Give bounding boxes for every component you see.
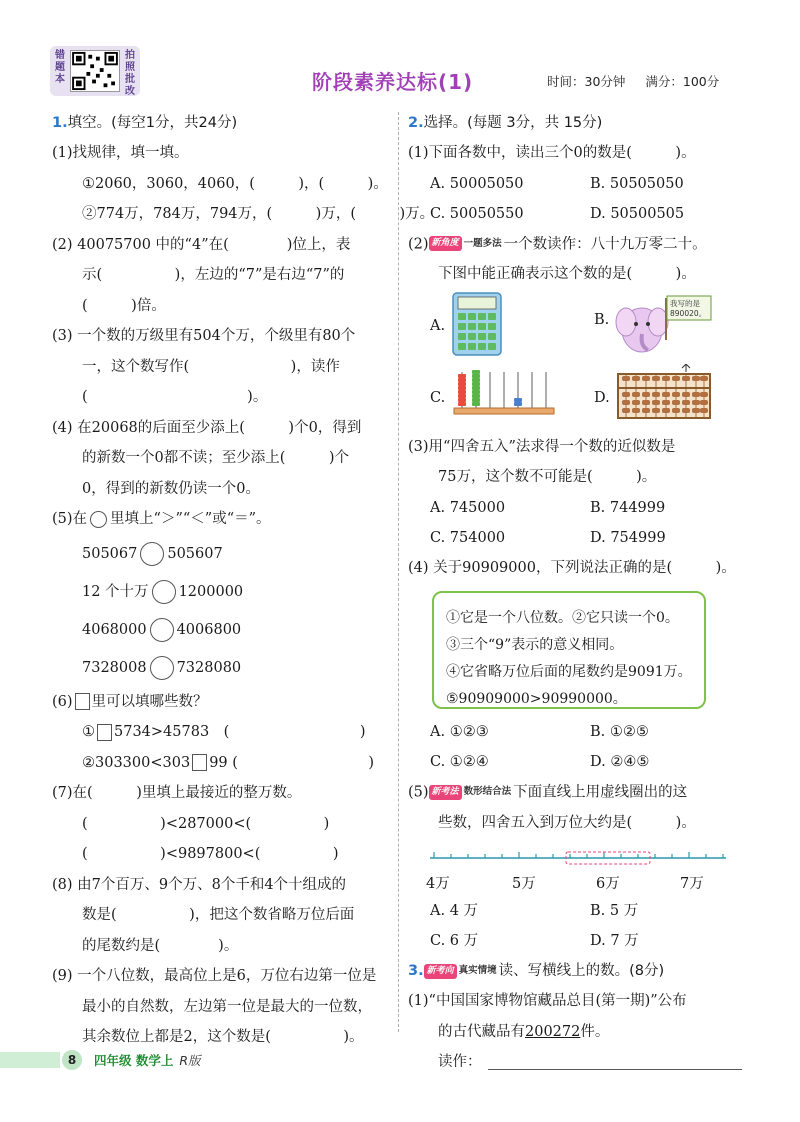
full-score: 满分：100分 <box>645 74 720 89</box>
number-line <box>408 838 748 902</box>
badge-subtitle: 一题多法 <box>463 237 502 249</box>
right-column <box>408 108 748 1078</box>
qr-code-panel[interactable] <box>50 46 140 96</box>
compare-circle[interactable] <box>150 618 174 642</box>
q6a-suffix: 5734>45783 ( ) <box>114 724 366 740</box>
q1-8a: (8) 由7个百万、9个万、8个千和4个十组成的 <box>52 876 347 893</box>
q1-9c: 其余数位上都是2，这个数是( )。 <box>82 1029 364 1045</box>
footer-grade: 四年级 数学上 <box>94 1053 174 1068</box>
qr-left-label: 错题本 <box>55 50 65 85</box>
image-option-c-label[interactable]: C. <box>430 389 446 406</box>
option-c[interactable]: C. 6 万 <box>430 933 479 949</box>
q1-1: (1)找规律，填一填。 <box>52 145 189 161</box>
counting-frame-icon[interactable] <box>452 368 556 418</box>
q1-6b <box>52 748 390 779</box>
q2-3-options-row <box>408 493 748 523</box>
image-option-b-label[interactable]: B. <box>594 311 610 328</box>
statement-box <box>432 591 706 709</box>
q2-1: (1)下面各数中，读出三个0的数是( )。 <box>408 145 696 161</box>
section-number: 1. <box>52 115 68 131</box>
q3-1b <box>408 1017 748 1048</box>
q6b-prefix: ②303300<303 <box>82 754 191 771</box>
q1-3b: 一，这个数写作( )，读作 <box>82 358 340 375</box>
q3-1b-prefix: 的古代藏品有 <box>438 1023 525 1040</box>
q2-4-options-row <box>408 747 748 777</box>
section-heading: 读、写横线上的数。(8分) <box>498 963 665 979</box>
q6a-prefix: ① <box>82 724 95 740</box>
q2-text: 一个数读作：八十九万零二十。 <box>503 235 707 252</box>
q1-2b: 示( )，左边的“7”是右边“7”的 <box>82 267 345 283</box>
section-2-title <box>408 108 748 138</box>
compare-right: 505607 <box>167 545 223 562</box>
q1-9b: 最小的自然数，左边第一位是最大的一位数， <box>82 998 372 1015</box>
q1-6 <box>52 687 390 718</box>
q3-1a: (1)“中国国家博物馆藏品总目(第一期)”公布 <box>408 993 687 1009</box>
q2-2-image-row-cd <box>408 362 748 432</box>
q1-8c: 的尾数约是( )。 <box>82 937 239 954</box>
new-angle-badge: 新角度 <box>429 236 462 251</box>
q1-2a: (2) 40075700 中的“4”在( )位上，表 <box>52 236 351 253</box>
q2-2b: 下图中能正确表示这个数的是( )。 <box>438 266 696 282</box>
fill-box[interactable] <box>192 754 207 771</box>
q2-4: (4) 关于90909000，下列说法正确的是( )。 <box>408 559 736 576</box>
option-d[interactable]: D. 754999 <box>590 529 666 546</box>
compare-left: 7328008 <box>82 659 147 676</box>
q2-3-options-row <box>408 523 748 553</box>
section-heading: 选择。(每题 3分，共 15分) <box>423 115 603 131</box>
q1-7b: ( )<9897800<( ) <box>82 846 339 862</box>
q1-4a: (4) 在20068的后面至少添上( )个0，得到 <box>52 419 362 436</box>
elephant-holding-sign-icon[interactable] <box>612 292 712 358</box>
underlined-number: 200272 <box>525 1023 581 1040</box>
q2-3b: 75万，这个数不可能是( )。 <box>438 469 657 485</box>
q1-1b: ②774万，784万，794万，( )万，( )万。 <box>82 206 435 222</box>
compare-right: 7328080 <box>176 659 242 676</box>
compare-right: 1200000 <box>178 583 244 600</box>
column-divider <box>398 112 399 1032</box>
q6-prefix: (6) <box>52 693 73 710</box>
q6b-suffix: 99 ( ) <box>209 754 375 771</box>
q1-9a: (9) 一个八位数，最高位上是6，万位右边第一位是 <box>52 968 377 984</box>
q2-2a <box>408 229 748 260</box>
section-number: 3. <box>408 963 424 979</box>
qr-code-icon <box>70 50 120 92</box>
compare-circle[interactable] <box>140 542 164 566</box>
section-number: 2. <box>408 115 424 131</box>
section-3-title <box>408 956 748 986</box>
compare-row <box>52 535 390 573</box>
new-direction-badge: 新考向 <box>424 964 457 979</box>
tick-label: 7万 <box>680 876 704 892</box>
compare-row <box>52 649 390 687</box>
compare-row <box>52 573 390 611</box>
q2-5b: 些数，四舍五入到万位大约是( )。 <box>438 814 696 831</box>
compare-left: 4068000 <box>82 621 147 638</box>
number-line-graphic <box>428 844 728 874</box>
option-c[interactable]: C. 754000 <box>430 529 506 546</box>
statement-line: ①它是一个八位数。②它只读一个0。 <box>446 610 679 626</box>
q1-6a <box>52 717 390 748</box>
sign-line-2: 890020。 <box>670 308 707 318</box>
statement-line: ③三个“9”表示的意义相同。 <box>446 637 624 653</box>
q6-suffix: 里可以填哪些数？ <box>91 693 208 710</box>
q2-prefix: (2) <box>408 235 429 252</box>
qr-right-label: 拍照批改 <box>125 50 135 97</box>
option-b[interactable]: B. ①②⑤ <box>590 724 649 740</box>
exam-meta <box>547 72 735 90</box>
page-title: 阶段素养达标(1) <box>312 70 474 94</box>
compare-circle-sample <box>90 511 107 528</box>
option-a[interactable]: A. 50005050 <box>430 175 524 192</box>
option-c[interactable]: C. ①②④ <box>430 754 489 770</box>
option-b[interactable]: B. 50505050 <box>590 175 684 192</box>
compare-circle[interactable] <box>150 656 174 680</box>
footer-brand <box>94 1051 201 1069</box>
option-d[interactable]: D. 50500505 <box>590 205 685 222</box>
section-1-title <box>52 108 390 138</box>
q1-4b: 的新数一个0都不读；至少添上( )个 <box>82 450 350 466</box>
footer-edition: R版 <box>179 1053 201 1068</box>
abacus-icon[interactable] <box>616 364 712 420</box>
compare-right: 4006800 <box>176 621 242 638</box>
q2-3a: (3)用“四舍五入”法求得一个数的近似数是 <box>408 438 676 455</box>
tick-label: 5万 <box>512 876 536 892</box>
q2-4-options-row <box>408 717 748 747</box>
page-header <box>0 0 800 110</box>
q1-7a: ( )<287000<( ) <box>82 815 330 832</box>
option-a[interactable]: A. 745000 <box>430 499 506 516</box>
new-method-badge: 新考法 <box>429 785 462 800</box>
sign-line-1: 我写的是 <box>670 298 700 308</box>
badge-subtitle: 真实情境 <box>458 965 497 976</box>
q2-1-options-row <box>408 199 748 229</box>
compare-row <box>52 611 390 649</box>
q1-4c: 0，得到的新数仍读一个0。 <box>82 480 260 497</box>
q5-text: 下面直线上用虚线圈出的这 <box>513 784 688 801</box>
option-c[interactable]: C. 50050550 <box>430 205 524 222</box>
section-heading: 填空。(每空1分，共24分) <box>67 115 238 131</box>
image-option-a-label[interactable]: A. <box>430 317 446 334</box>
q1-1a: ①2060，3060，4060，( )，( )。 <box>82 175 388 192</box>
option-a[interactable]: A. 4 万 <box>430 903 479 919</box>
statement-line: ⑤90909000>90990000。 <box>446 691 627 707</box>
q2-2-image-row-ab <box>408 290 748 362</box>
q1-3a: (3) 一个数的万级里有504个万，个级里有80个 <box>52 328 356 344</box>
time-limit: 时间：30分钟 <box>547 74 626 89</box>
q5-prefix: (5) <box>408 784 429 801</box>
q1-3c: ( )。 <box>82 389 268 405</box>
q3-1b-suffix: 件。 <box>580 1023 610 1040</box>
page-number: 8 <box>62 1050 82 1070</box>
left-column <box>52 108 435 1053</box>
q1-5 <box>52 504 390 535</box>
q1-2c: ( )倍。 <box>82 297 166 314</box>
option-a[interactable]: A. ①②③ <box>430 724 489 740</box>
q5-prefix: (5)在 <box>52 511 88 527</box>
q2-5a <box>408 777 748 808</box>
q2-5-options-row <box>408 926 748 956</box>
option-b[interactable]: B. 744999 <box>590 499 666 516</box>
option-b[interactable]: B. 5 万 <box>590 903 639 919</box>
calculator-icon[interactable] <box>452 292 502 356</box>
read-label: 读作： <box>438 1054 482 1070</box>
q1-8b: 数是( )，把这个数省略万位后面 <box>82 907 355 923</box>
q2-1-options-row <box>408 169 748 199</box>
badge-subtitle: 数形结合法 <box>463 786 512 797</box>
q1-7: (7)在( )里填上最接近的整万数。 <box>52 785 302 801</box>
compare-left: 12 个十万 <box>82 583 149 600</box>
fill-box[interactable] <box>97 724 112 741</box>
fill-box-sample <box>75 693 90 710</box>
image-option-d-label[interactable]: D. <box>594 389 610 406</box>
tick-label: 6万 <box>596 876 620 892</box>
tick-label: 4万 <box>426 876 450 892</box>
statement-line: ④它省略万位后面的尾数约是9091万。 <box>446 664 692 680</box>
compare-left: 505067 <box>82 545 138 562</box>
option-d[interactable]: D. 7 万 <box>590 933 639 949</box>
option-d[interactable]: D. ②④⑤ <box>590 754 650 770</box>
compare-circle[interactable] <box>152 580 176 604</box>
q5-suffix: 里填上“＞”“＜”或“＝”。 <box>110 511 271 527</box>
